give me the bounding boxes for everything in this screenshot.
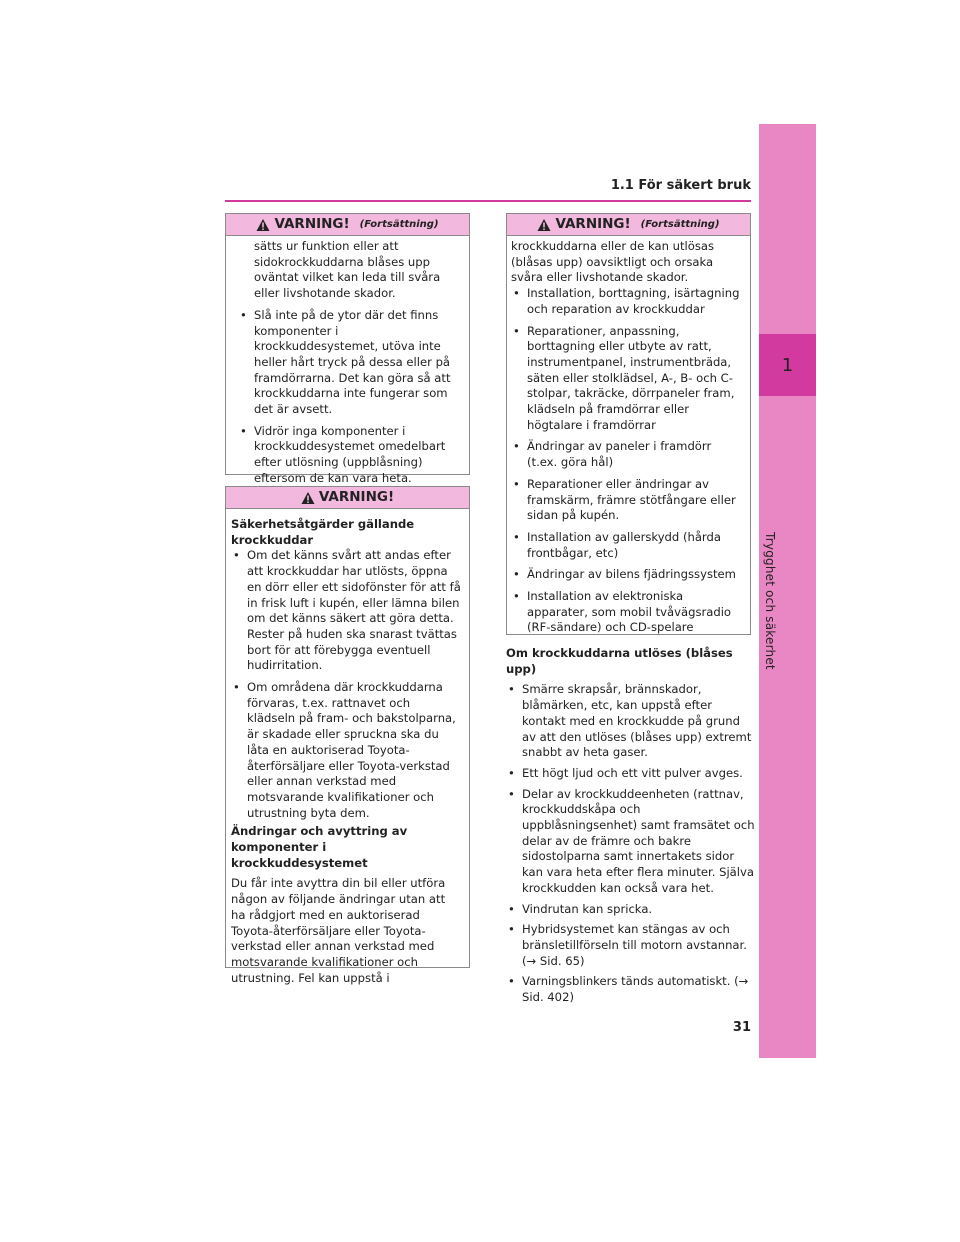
warning-title: VARNING! (318, 488, 395, 505)
warning-intro: krockkuddarna eller de kan utlösas (blåsas upp) oavsiktligt och orsaka svåra eller livshotande skador. (511, 239, 715, 285)
warning-triangle-icon (301, 491, 315, 505)
deployment-section (506, 646, 756, 1006)
warning-title-bar (226, 487, 469, 509)
subheading: Säkerhetsåtgärder gällande krockkuddar (231, 517, 415, 547)
paragraph: Du får inte avyttra din bil eller utföra någon av följande ändringar utan att ha rådgjort med en auktoriserad Toyota-återförsäljare eller Toyota-verkstad eller annan verkstad med motsvarande kvalifikationer och utrustning. Fel kan uppstå i (231, 876, 446, 985)
warning-box-continued-right (506, 213, 751, 635)
warning-intro: sätts ur funktion eller att sidokrockkuddarna blåses upp oväntat vilket kan leda till svåra eller livshotande skador. (254, 239, 441, 301)
chapter-side-tab (759, 124, 816, 1058)
subheading: Ändringar och avyttring av komponenter i krockkuddesystemet (231, 824, 408, 870)
list-item: • Slå inte på de ytor där det finns komponenter i krockkuddesystemet, utöva inte heller hårt tryck på dessa eller på framdörrarna. Det kan göra så att krockkuddarna inte fungerar som det är avsett. (238, 308, 461, 418)
warning-title: VARNING! (274, 215, 350, 232)
section-header: 1.1 För säkert bruk (610, 178, 751, 193)
list-item: • Installation, borttagning, isärtagning och reparation av krockkuddar (511, 286, 742, 317)
list-item: • Vindrutan kan spricka. (506, 902, 756, 918)
warning-title-bar (507, 214, 750, 236)
list-item: • Ändringar av paneler i framdörr (t.ex. göra hål) (511, 439, 742, 470)
list-item: • Reparationer eller ändringar av framskärm, främre stötfångare eller sidan på kupén. (511, 477, 742, 524)
warning-triangle-icon (256, 218, 270, 232)
continued-label: (Fortsättning) (359, 218, 439, 230)
list-item: • Reparationer, anpassning, borttagning eller utbyte av ratt, instrumentpanel, instrumentbräda, säten eller stolklädsel, A-, B- och C-stolpar, takräcke, dörrpaneler fram, klädseln på framdörrar eller högtalare i framdörrar (511, 324, 742, 434)
list-item: • Ändringar av bilens fjädringssystem (511, 567, 742, 583)
list-item: • Om områdena där krockkuddarna förvaras, t.ex. rattnavet och klädseln på fram- och bakstolparna, är skadade eller spruckna ska du låta en auktoriserad Toyota-återförsäljare eller Toyota-verkstad eller annan verkstad med motsvarande kvalifikationer och utrustning byta dem. (231, 680, 461, 821)
chapter-number: 1 (759, 334, 816, 396)
list-item: • Varningsblinkers tänds automatiskt. (→ Sid. 402) (506, 974, 756, 1005)
continued-label: (Fortsättning) (640, 218, 720, 230)
warning-triangle-icon (537, 218, 551, 232)
list-item: • Ett högt ljud och ett vitt pulver avges. (506, 766, 756, 782)
section-heading: Om krockkuddarna utlöses (blåses upp) (506, 646, 733, 676)
page-number: 31 (732, 1020, 751, 1035)
list-item: • Hybridsystemet kan stängas av och bränsletillförseln till motorn avstannar. (→ Sid. 65) (506, 922, 756, 969)
list-item: • Installation av elektroniska apparater, som mobil tvåvägsradio (RF-sändare) och CD-spelare (511, 589, 742, 636)
warning-box-continued-left (225, 213, 470, 485)
warning-title-bar (226, 214, 469, 236)
list-item: • Installation av gallerskydd (hårda frontbågar, etc) (511, 530, 742, 561)
list-item: • Om det känns svårt att andas efter att krockkuddar har utlösts, öppna en dörr eller ett sidofönster för att få in frisk luft i kupén, eller lämna bilen om det känns säkert att göra detta. Rester på huden ska snarast tvättas bort för att förebygga eventuell hudirritation. (231, 548, 461, 674)
warning-title: VARNING! (555, 215, 631, 232)
list-item: • Vidrör inga komponenter i krockkuddesystemet omedelbart efter utlösning (uppblåsning) eftersom de kan vara heta. (238, 424, 461, 487)
list-item: • Delar av krockkuddeenheten (rattnav, krockkuddskåpa och uppblåsningsenhet) samt framsätet och delar av de främre och bakre sidostolparna samt innertakets sidor kan vara heta efter flera minuter. Själva krockkudden kan också vara het. (506, 787, 756, 897)
list-item: • Smärre skrapsår, brännskador, blåmärken, etc, kan uppstå efter kontakt med en krockkudde på grund av att den utlöses (blåses upp) extremt snabbt av heta gaser. (506, 682, 756, 761)
header-rule (225, 200, 751, 202)
chapter-title: Trygghet och säkerhet (763, 532, 777, 670)
warning-box-airbags (225, 486, 470, 985)
